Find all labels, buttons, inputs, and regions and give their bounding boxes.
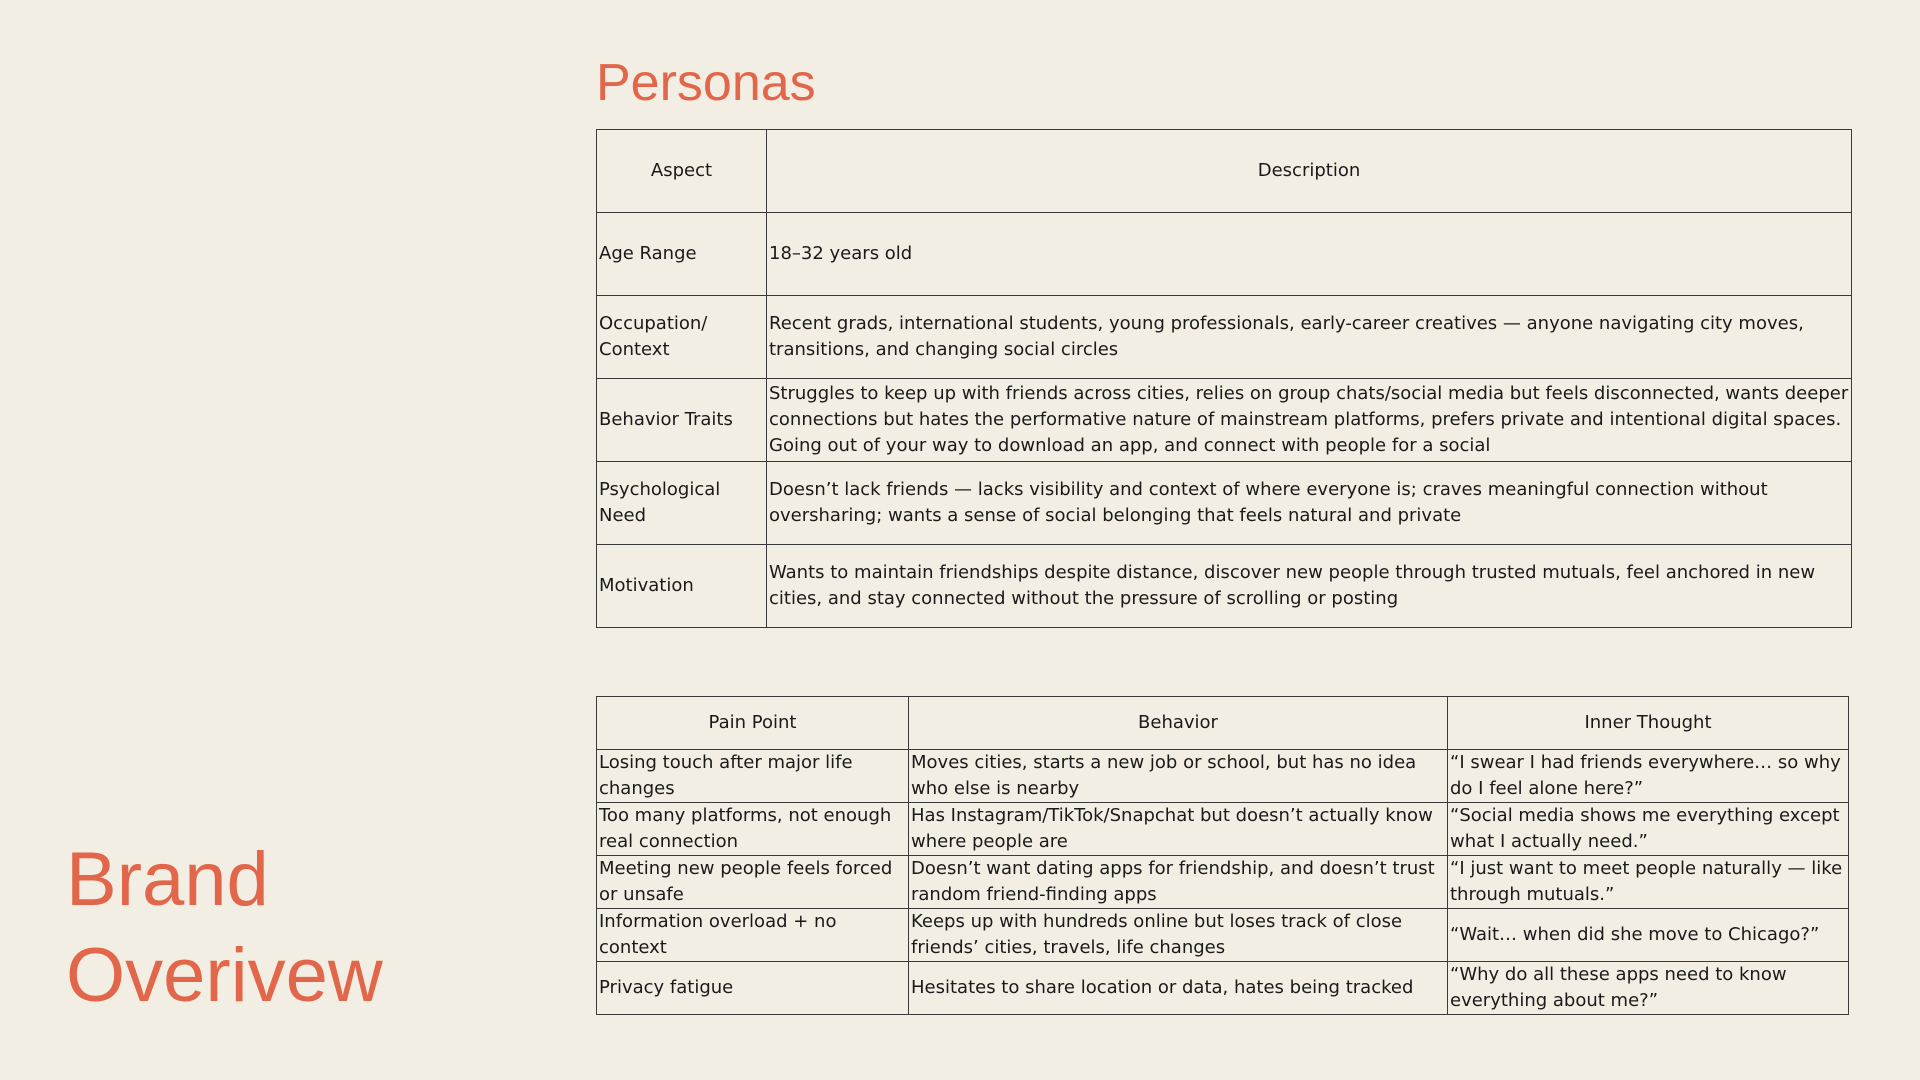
column-header-inner-thought: Inner Thought — [1448, 697, 1849, 750]
behavior-cell: Hesitates to share location or data, hates being tracked — [909, 962, 1448, 1015]
table-row — [597, 296, 1852, 379]
description-cell: Struggles to keep up with friends across cities, relies on group chats/social media but feels disconnected, wants deeper connections but hates the performative nature of mainstream platforms, prefers private and intentional digital spaces. Going out of your way to download an app, and connect with people for a social — [767, 379, 1852, 462]
table-row — [597, 856, 1849, 909]
pain-point-cell: Privacy fatigue — [597, 962, 909, 1015]
table-row — [597, 379, 1852, 462]
aspect-cell: Age Range — [597, 213, 767, 296]
column-header-description: Description — [767, 130, 1852, 213]
column-header-behavior: Behavior — [909, 697, 1448, 750]
description-cell: 18–32 years old — [767, 213, 1852, 296]
aspect-cell: Psychological Need — [597, 462, 767, 545]
pain-point-cell: Losing touch after major life changes — [597, 750, 909, 803]
aspect-cell: Behavior Traits — [597, 379, 767, 462]
table-header-row — [597, 697, 1849, 750]
behavior-cell: Moves cities, starts a new job or school, but has no idea who else is nearby — [909, 750, 1448, 803]
description-cell: Recent grads, international students, young professionals, early-career creatives — anyone navigating city moves, transitions, and changing social circles — [767, 296, 1852, 379]
inner-thought-cell: “Social media shows me everything except what I actually need.” — [1448, 803, 1849, 856]
aspect-cell: Motivation — [597, 545, 767, 628]
behavior-cell: Keeps up with hundreds online but loses track of close friends’ cities, travels, life changes — [909, 909, 1448, 962]
table-row — [597, 462, 1852, 545]
behavior-cell: Has Instagram/TikTok/Snapchat but doesn’t actually know where people are — [909, 803, 1448, 856]
table-row — [597, 962, 1849, 1015]
table-row — [597, 909, 1849, 962]
column-header-aspect: Aspect — [597, 130, 767, 213]
brand-title-line-2: Overivew — [66, 933, 383, 1018]
inner-thought-cell: “Why do all these apps need to know everything about me?” — [1448, 962, 1849, 1015]
pain-point-cell: Meeting new people feels forced or unsafe — [597, 856, 909, 909]
inner-thought-cell: “I swear I had friends everywhere… so why do I feel alone here?” — [1448, 750, 1849, 803]
pain-point-cell: Information overload + no context — [597, 909, 909, 962]
inner-thought-cell: “Wait… when did she move to Chicago?” — [1448, 909, 1849, 962]
description-cell: Doesn’t lack friends — lacks visibility and context of where everyone is; craves meaningful connection without oversharing; wants a sense of social belonging that feels natural and private — [767, 462, 1852, 545]
column-header-pain-point: Pain Point — [597, 697, 909, 750]
behavior-cell: Doesn’t want dating apps for friendship, and doesn’t trust random friend-finding apps — [909, 856, 1448, 909]
table-row — [597, 545, 1852, 628]
aspect-cell: Occupation/ Context — [597, 296, 767, 379]
brand-title-line-1: Brand — [66, 837, 269, 922]
page-title: Personas — [596, 54, 816, 112]
inner-thought-cell: “I just want to meet people naturally — like through mutuals.” — [1448, 856, 1849, 909]
persona-table — [596, 129, 1852, 628]
pain-point-cell: Too many platforms, not enough real connection — [597, 803, 909, 856]
table-row — [597, 803, 1849, 856]
pain-point-table — [596, 696, 1849, 1015]
table-header-row — [597, 130, 1852, 213]
table-row — [597, 213, 1852, 296]
table-row — [597, 750, 1849, 803]
brand-overview-title — [66, 832, 383, 1024]
description-cell: Wants to maintain friendships despite distance, discover new people through trusted mutuals, feel anchored in new cities, and stay connected without the pressure of scrolling or posting — [767, 545, 1852, 628]
